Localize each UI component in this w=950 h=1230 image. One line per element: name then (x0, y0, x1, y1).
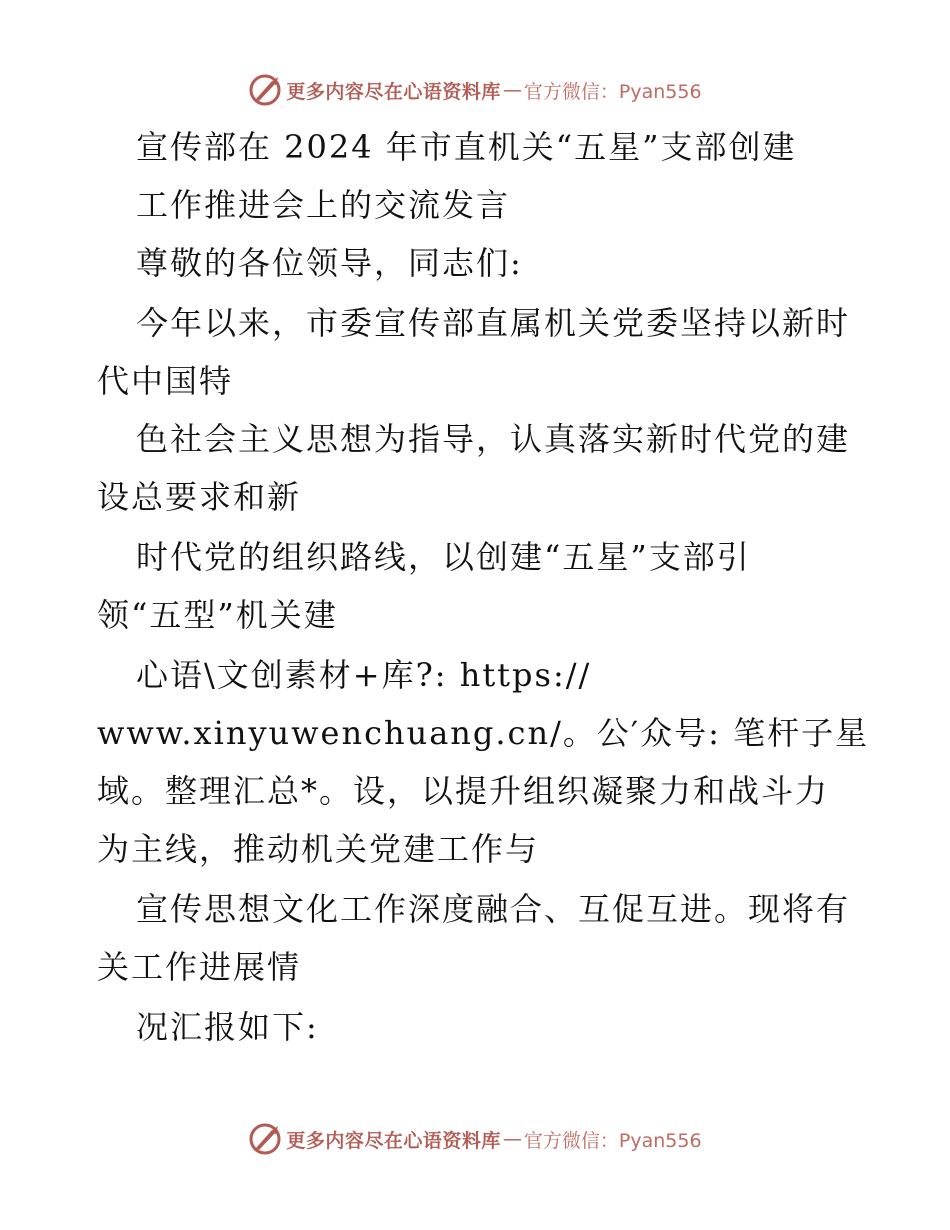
paragraph-line: 今年以来，市委宣传部直属机关党委坚持以新时 (136, 304, 851, 342)
paragraph-line: 领“五型”机关建 (97, 596, 338, 634)
title-line-1: 宣传部在 2024 年市直机关“五星”支部创建 (136, 128, 797, 166)
paragraph-line: 设总要求和新 (97, 478, 302, 516)
quill-seal-icon (248, 1122, 282, 1156)
source-note-line: 心语\文创素材+库?: https:// (136, 656, 592, 694)
title-line-2: 工作推进会上的交流发言 (136, 186, 511, 224)
watermark-main-text: 更多内容尽在心语资料库 (286, 80, 501, 103)
watermark-separator: — (502, 1128, 522, 1150)
paragraph-line: 域。整理汇总*。设，以提升组织凝聚力和战斗力 (97, 772, 830, 810)
watermark-sub-text: 官方微信：Pyan556 (523, 80, 702, 103)
paragraph-line: 时代党的组织路线，以创建“五星”支部引 (136, 538, 751, 576)
paragraph-line: 为主线，推动机关党建工作与 (97, 830, 540, 868)
paragraph-line: 况汇报如下: (136, 1008, 319, 1046)
footer-watermark (0, 1119, 950, 1159)
paragraph-line: 关工作进展情 (97, 948, 302, 986)
quill-seal-icon (248, 73, 282, 107)
watermark-sub-text: 官方微信：Pyan556 (523, 1129, 702, 1152)
paragraph-line: 宣传思想文化工作深度融合、互促互进。现将有 (136, 890, 851, 928)
source-note-line: www.xinyuwenchuang.cn/。公′众号: 笔杆子星 (97, 714, 870, 752)
paragraph-line: 代中国特 (97, 362, 234, 400)
salutation: 尊敬的各位领导，同志们: (136, 244, 523, 282)
paragraph-line: 色社会主义思想为指导，认真落实新时代党的建 (136, 420, 851, 458)
watermark-separator: — (502, 79, 522, 101)
header-watermark (0, 70, 950, 110)
watermark-main-text: 更多内容尽在心语资料库 (286, 1129, 501, 1152)
